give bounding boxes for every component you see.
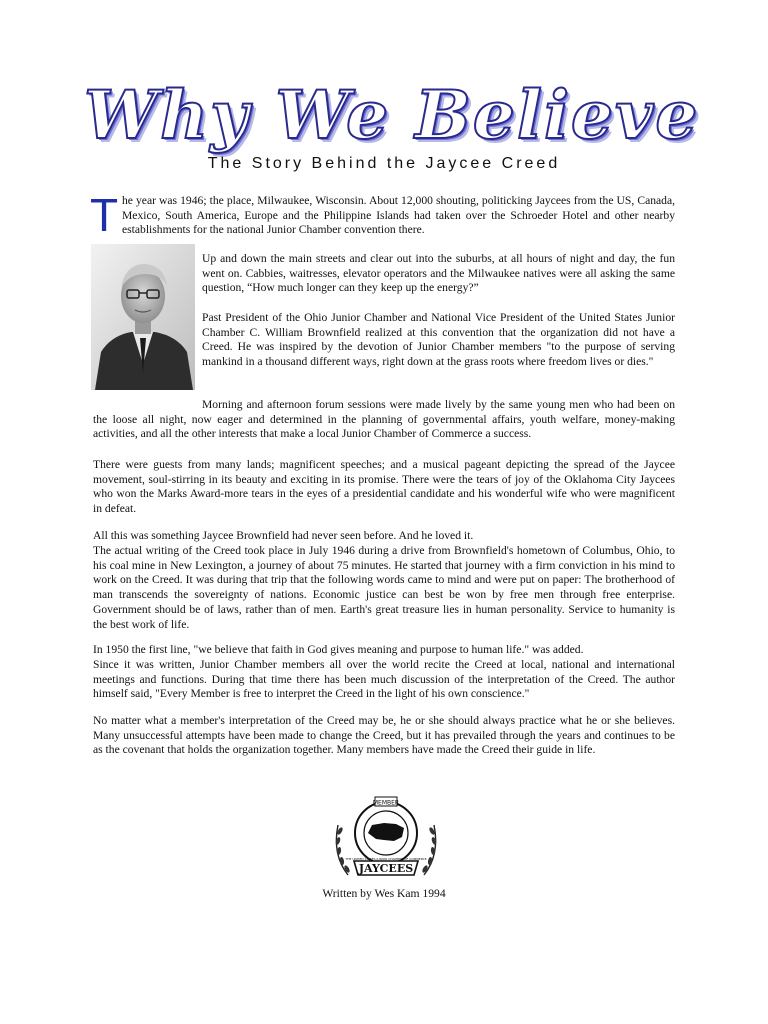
portrait-photo <box>91 244 195 390</box>
seal-icon <box>326 795 446 885</box>
paragraph-streets: Up and down the main streets and clear out into the suburbs, at all hours of night and day, the fun went on. Cabbies, waitresses, elevator operators and the Milwaukee natives were all asking the same question, “How much longer can they keep up the energy?” <box>202 252 675 295</box>
paragraph-forum: Morning and afternoon forum sessions were made lively by the same young men who had been on the loose all night, now eager and determined in the planning of governmental affairs, youth welfare, money-making activities, and all the other interests that make a local Junior Chamber of Commerce a success. <box>93 398 675 441</box>
seal-top-text: MEMBER <box>372 799 400 807</box>
jaycees-seal <box>326 795 446 885</box>
seal-ring-text: THE UNITED STATES JUNIOR CHAMBER OF COMMERCE <box>345 857 427 861</box>
paragraph-recite: Since it was written, Junior Chamber members all over the world recite the Creed at local, national and international meetings and functions. During that time there has been much discussion of the interpretation of the Creed. The author himself said, "Every Member is free to interpret the Creed in the light of his own conscience." <box>93 658 675 701</box>
seal-banner-text: JAYCEES <box>358 862 414 875</box>
paragraph-writing: The actual writing of the Creed took place in July 1946 during a drive from Brownfield's hometown of Columbus, Ohio, to his coal mine in New Lexington, a journey of about 75 minutes. He started that journey with a firm conviction in his mind to work on the Creed. It was during that trip that the following words came to mind and were put on paper: The brotherhood of man transcends the sovereignty of nations. Economic justice can best be won by free men through free enterprise. Government should be of laws, rather than of men. Earth's great treasure lies in human personality. Service to humanity is the best work of life. <box>93 544 675 631</box>
paragraph-intro: he year was 1946; the place, Milwaukee, Wisconsin. About 12,000 shouting, politicking Jaycees from the US, Canada, Mexico, South America, Europe and the Philippine Islands had taken over the Schroeder Hotel and other nearby establishments for the national Junior Chamber convention there. <box>122 194 675 237</box>
paragraph-interpretation: No matter what a member's interpretation of the Creed may be, he or she should always practice what he or she believes. Many unsuccessful attempts have been made to change the Creed, but it has prevailed through the years and continues to be as the covenant that holds the organization together. Many members have made the Creed their guide in life. <box>93 714 675 757</box>
paragraph-guests: There were guests from many lands; magnificent speeches; and a musical pageant depicting the spread of the Jaycee movement, soul-stirring in its beauty and exciting in its promise. There were the tears of joy of the Oklahoma City Jaycees who won the Marks Award-more tears in the eyes of a presidential candidate and his wonderful wife who were magnificent in defeat. <box>93 458 675 516</box>
byline: Written by Wes Kam 1994 <box>322 887 446 900</box>
paragraph-1950: In 1950 the first line, "we believe that faith in God gives meaning and purpose to human life." was added. <box>93 643 584 656</box>
drop-cap: T <box>90 189 119 241</box>
paragraph-brownfield: Past President of the Ohio Junior Chamber and National Vice President of the United States Junior Chamber C. William Brownfield realized at this convention that the organization did not have a Creed. He was inspired by the devotion of Junior Chamber members "to the purpose of serving mankind in a thousand different ways, right down at the grass roots where freedom lives or dies." <box>202 311 675 369</box>
paragraph-loved-it: All this was something Jaycee Brownfield had never seen before. And he loved it. <box>93 529 474 542</box>
page-subtitle: The Story Behind the Jaycee Creed <box>207 155 561 172</box>
page-title: Why We Believe <box>84 76 700 154</box>
portrait-image <box>91 244 195 390</box>
